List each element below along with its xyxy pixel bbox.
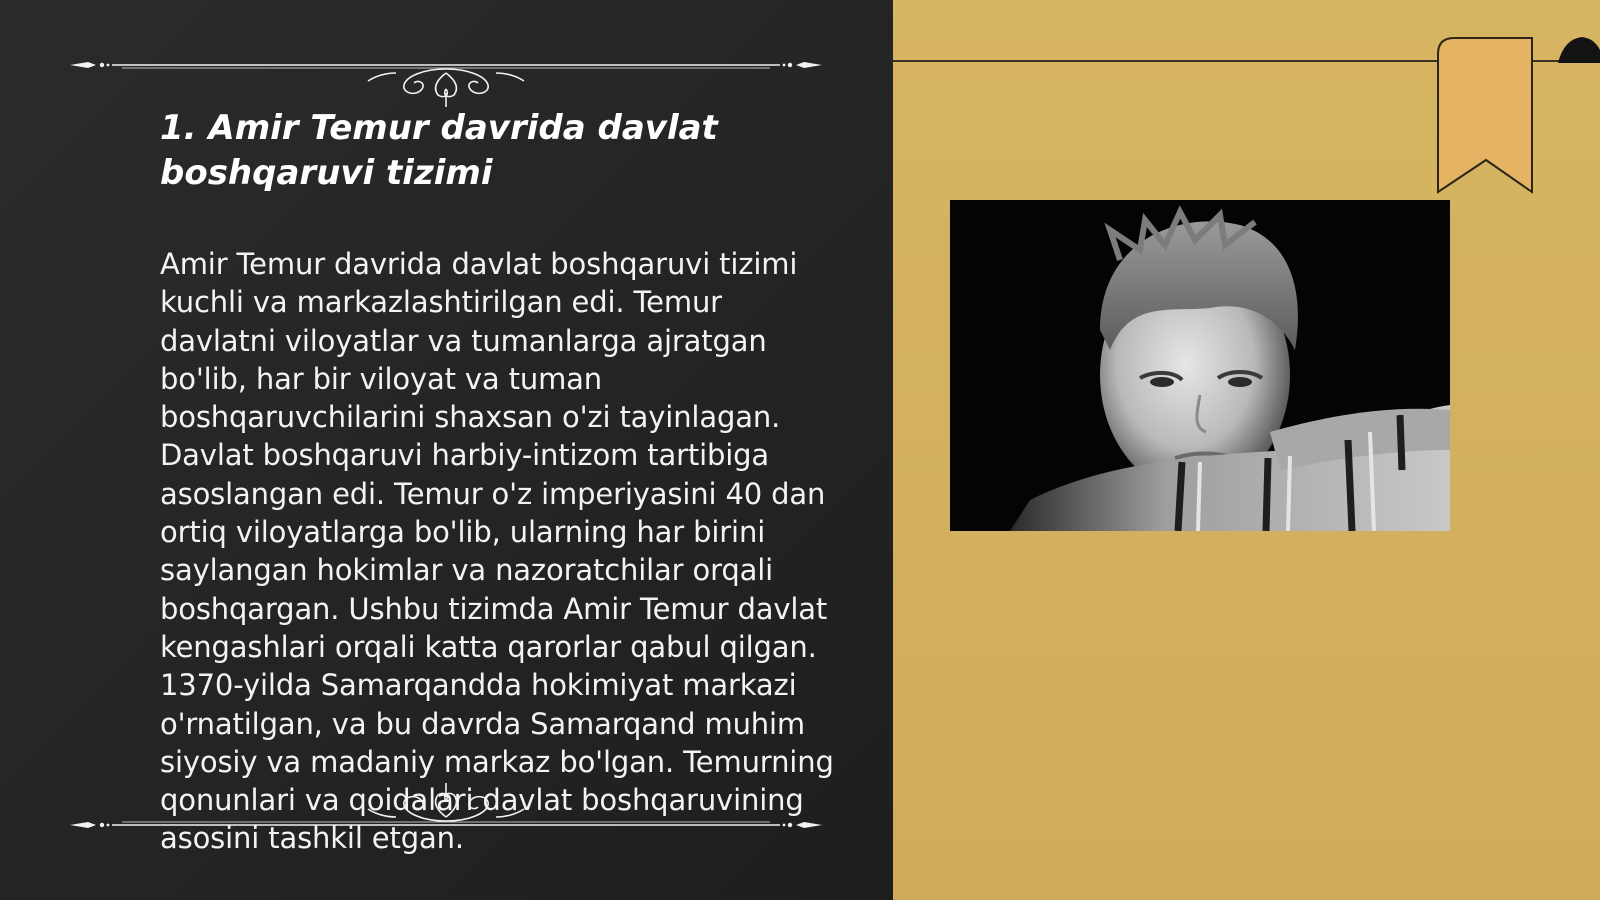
- bookmark-ribbon-icon: [1436, 36, 1536, 196]
- child-photo: [950, 200, 1450, 531]
- slide-body-text: Amir Temur davrida davlat boshqaruvi tizimi kuchli va markazlashtirilgan edi. Temur davlatni viloyatlar va tumanlarga ajratgan bo'lib, har bir viloyat va tuman boshqaruvchilarini shaxsan o'zi tayinlagan. Davlat boshqaruvi harbiy-intizom tartibiga asoslangan edi. Temur o'z imperiyasini 40 dan ortiq viloyatlarga bo'lib, ularning har birini saylangan hokimlar va nazoratchilar orqali boshqargan. Ushbu tizimda Amir Temur davlat kengashlari orqali katta qarorlar qabul qilgan. 1370-yilda Samarqandda hokimiyat markazi o'rnatilgan, va bu davrda Samarqand muhim siyosiy va madaniy markaz bo'lgan. Temurning qonunlari va qoidalari davlat boshqaruvining asosini tashkil etgan.: [160, 247, 834, 856]
- slide-title: 1. Amir Temur davrida davlat boshqaruvi tizimi: [160, 108, 718, 193]
- bookmark-cap-icon: [1558, 37, 1600, 63]
